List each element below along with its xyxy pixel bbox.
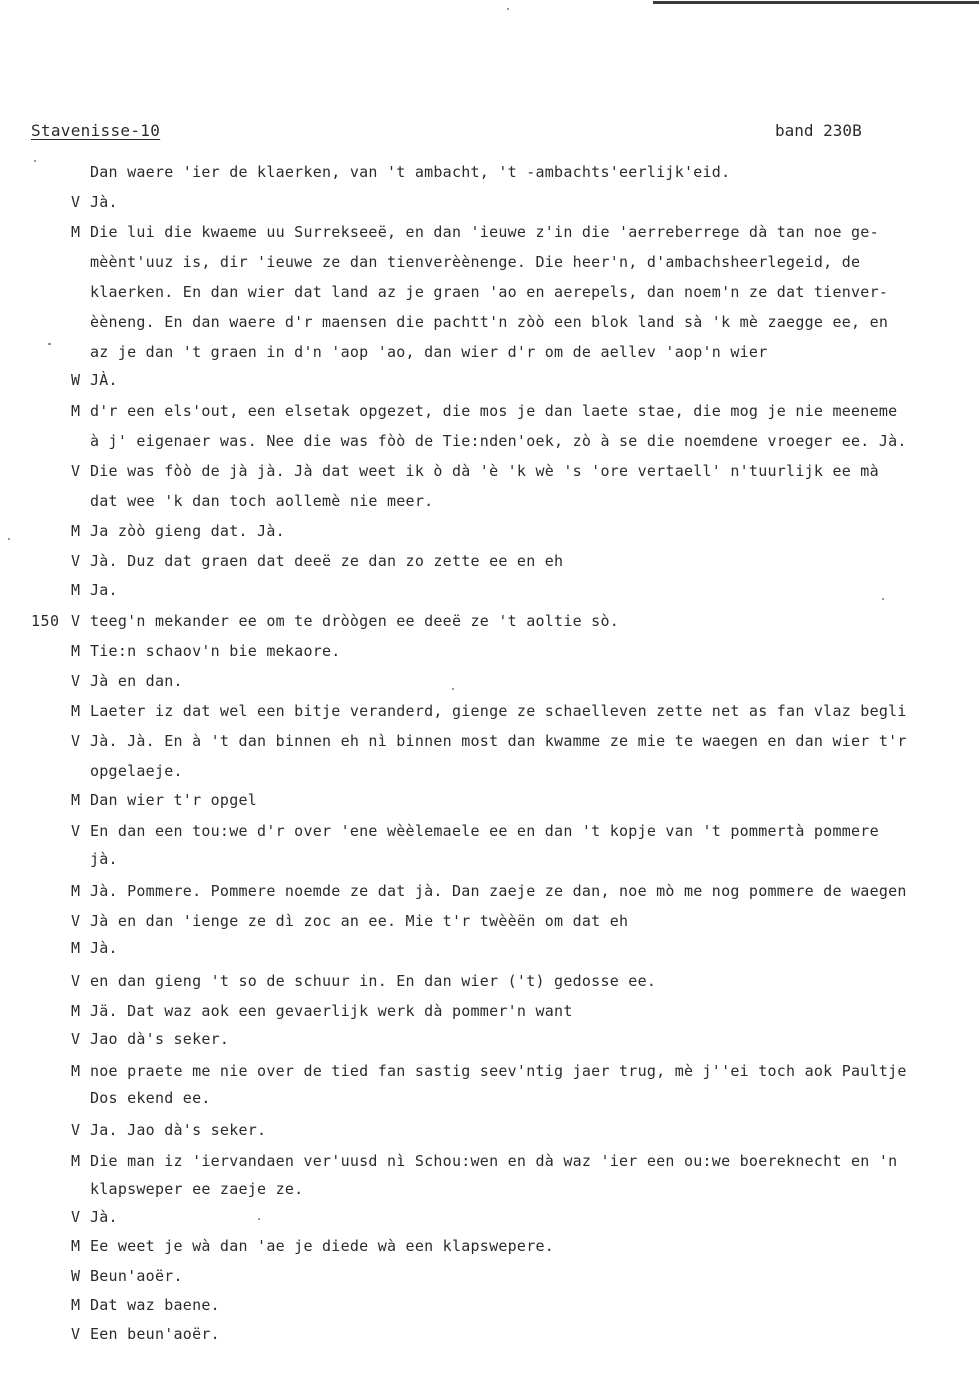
transcript-line — [0, 550, 979, 572]
speaker-label: V — [71, 462, 81, 480]
transcript-line — [0, 1235, 979, 1257]
utterance-text: Ja. Jao dà's seker. — [90, 1121, 267, 1139]
transcript-line — [0, 579, 979, 601]
transcript-line — [0, 400, 979, 422]
utterance-text: klapsweper ee zaeje ze. — [90, 1180, 304, 1198]
speaker-label: M — [71, 882, 81, 900]
transcript-line — [0, 161, 979, 183]
speaker-label: V — [71, 912, 81, 930]
speaker-label: V — [71, 1208, 81, 1226]
speaker-label: V — [71, 672, 81, 690]
transcript-line — [0, 848, 979, 870]
speaker-label: M — [71, 1237, 81, 1255]
utterance-text: Jà. Pommere. Pommere noemde ze dat jà. Dan zaeje ze dan, noe mò me nog pommere de waegen — [90, 882, 907, 900]
utterance-text: dat wee 'k dan toch aollemè nie meer. — [90, 492, 434, 510]
speaker-label: M — [71, 223, 81, 241]
speaker-label: M — [71, 1002, 81, 1020]
transcript-line — [0, 341, 979, 363]
speaker-label: V — [71, 1030, 81, 1048]
transcript-line — [0, 369, 979, 391]
transcript-line — [0, 610, 979, 632]
utterance-text: En dan een tou:we d'r over 'ene wèèlemaele ee en dan 't kopje van 't pommertà pommere — [90, 822, 879, 840]
speaker-label: V — [71, 612, 81, 630]
utterance-text: Jà en dan 'ienge ze dì zoc an ee. Mie t'r twèèën om dat eh — [90, 912, 629, 930]
utterance-text: èèneng. En dan waere d'r maensen die pachtt'n zòò een blok land sà 'k mè zaegge ee, en — [90, 313, 889, 331]
transcript-line — [0, 490, 979, 512]
utterance-text: Een beun'aoër. — [90, 1325, 220, 1343]
transcript-line — [0, 700, 979, 722]
transcript-line — [0, 430, 979, 452]
utterance-text: Dat waz baene. — [90, 1296, 220, 1314]
speaker-label: M — [71, 522, 81, 540]
transcript-line — [0, 251, 979, 273]
transcript-line — [0, 311, 979, 333]
transcript-line — [0, 970, 979, 992]
speaker-label: V — [71, 972, 81, 990]
utterance-text: Ee weet je wà dan 'ae je diede wà een klapswepere. — [90, 1237, 555, 1255]
utterance-text: Ja zòò gieng dat. Jà. — [90, 522, 285, 540]
utterance-text: Tie:n schaov'n bie mekaore. — [90, 642, 341, 660]
transcript-line — [0, 1178, 979, 1200]
utterance-text: Dan waere 'ier de klaerken, van 't ambacht, 't -ambachts'eerlijk'eid. — [90, 163, 731, 181]
transcript-line — [0, 1087, 979, 1109]
utterance-text: klaerken. En dan wier dat land az je graen 'ao en aerepels, dan noem'n ze dat tienver- — [90, 283, 889, 301]
speaker-label: M — [71, 1152, 81, 1170]
speaker-label: M — [71, 702, 81, 720]
speaker-label: M — [71, 791, 81, 809]
utterance-text: jà. — [90, 850, 118, 868]
transcript-line — [0, 730, 979, 752]
tape-reference: band 230B — [775, 121, 862, 140]
speaker-label: M — [71, 1062, 81, 1080]
utterance-text: Jao dà's seker. — [90, 1030, 230, 1048]
transcript-line — [0, 640, 979, 662]
transcript-line — [0, 910, 979, 932]
speaker-label: V — [71, 732, 81, 750]
transcript-line — [0, 1323, 979, 1345]
utterance-text: Jä. Dat waz aok een gevaerlijk werk dà pommer'n want — [90, 1002, 573, 1020]
utterance-text: Jà. — [90, 193, 118, 211]
utterance-text: Die man iz 'iervandaen ver'uusd nì Schou:wen en dà waz 'ier een ou:we boereknecht en 'n — [90, 1152, 898, 1170]
transcript-line — [0, 1206, 979, 1228]
line-number: 150 — [31, 612, 60, 630]
utterance-text: Jà. Jà. En à 't dan binnen eh nì binnen most dan kwamme ze mie te waegen en dan wier t'r — [90, 732, 907, 750]
transcript-line — [0, 191, 979, 213]
speaker-label: W — [71, 371, 81, 389]
speaker-label: V — [71, 1121, 81, 1139]
utterance-text: Dan wier t'r opgel — [90, 791, 258, 809]
speaker-label: M — [71, 1296, 81, 1314]
transcript-line — [0, 460, 979, 482]
utterance-text: Jà. Duz dat graen dat deeë ze dan zo zette ee en eh — [90, 552, 564, 570]
utterance-text: Beun'aoër. — [90, 1267, 183, 1285]
utterance-text: opgelaeje. — [90, 762, 183, 780]
transcript-line — [0, 1000, 979, 1022]
utterance-text: en dan gieng 't so de schuur in. En dan wier ('t) gedosse ee. — [90, 972, 657, 990]
transcript-line — [0, 281, 979, 303]
utterance-text: Die was fòò de jà jà. Jà dat weet ik ò dà 'è 'k wè 's 'ore vertaell' n'tuurlijk ee mà — [90, 462, 879, 480]
transcript-line — [0, 1265, 979, 1287]
utterance-text: az je dan 't graen in d'n 'aop 'ao, dan wier d'r om de aellev 'aop'n wier — [90, 343, 768, 361]
speaker-label: M — [71, 642, 81, 660]
utterance-text: Jà en dan. — [90, 672, 183, 690]
utterance-text: JÀ. — [90, 371, 118, 389]
utterance-text: Die lui die kwaeme uu Surrekseeë, en dan 'ieuwe z'in die 'aerreberrege dà tan noe ge- — [90, 223, 879, 241]
speaker-label: V — [71, 822, 81, 840]
utterance-text: mèènt'uuz is, dir 'ieuwe ze dan tienverèènenge. Die heer'n, d'ambachsheerlegeid, de — [90, 253, 861, 271]
transcript-line — [0, 1150, 979, 1172]
utterance-text: Laeter iz dat wel een bitje veranderd, gienge ze schaelleven zette net as fan vlaz begli — [90, 702, 907, 720]
transcript-line — [0, 670, 979, 692]
speaker-label: W — [71, 1267, 81, 1285]
transcript-line — [0, 1060, 979, 1082]
speaker-label: M — [71, 581, 81, 599]
transcript-line — [0, 789, 979, 811]
utterance-text: d'r een els'out, een elsetak opgezet, die mos je dan laete stae, die mog je nie meeneme — [90, 402, 898, 420]
utterance-text: Jà. — [90, 939, 118, 957]
speaker-label: M — [71, 939, 81, 957]
utterance-text: teeg'n mekander ee om te dròògen ee deeë ze 't aoltie sò. — [90, 612, 620, 630]
document-title: Stavenisse-10 — [31, 121, 161, 140]
transcript-line — [0, 760, 979, 782]
utterance-text: noe praete me nie over de tied fan sastig seev'ntig jaer trug, mè j''ei toch aok Paultje — [90, 1062, 907, 1080]
speaker-label: V — [71, 193, 81, 211]
transcript-line — [0, 1294, 979, 1316]
transcript-line — [0, 937, 979, 959]
transcript-line — [0, 1028, 979, 1050]
speaker-label: M — [71, 402, 81, 420]
speaker-label: V — [71, 552, 81, 570]
transcript-line — [0, 880, 979, 902]
utterance-text: Dos ekend ee. — [90, 1089, 211, 1107]
speaker-label: V — [71, 1325, 81, 1343]
utterance-text: Jà. — [90, 1208, 118, 1226]
transcript-line — [0, 221, 979, 243]
utterance-text: à j' eigenaer was. Nee die was fòò de Tie:nden'oek, zò à se die noemdene vroeger ee. Jà. — [90, 432, 907, 450]
utterance-text: Ja. — [90, 581, 118, 599]
transcript-line — [0, 1119, 979, 1141]
transcript-line — [0, 820, 979, 842]
transcript-line — [0, 520, 979, 542]
